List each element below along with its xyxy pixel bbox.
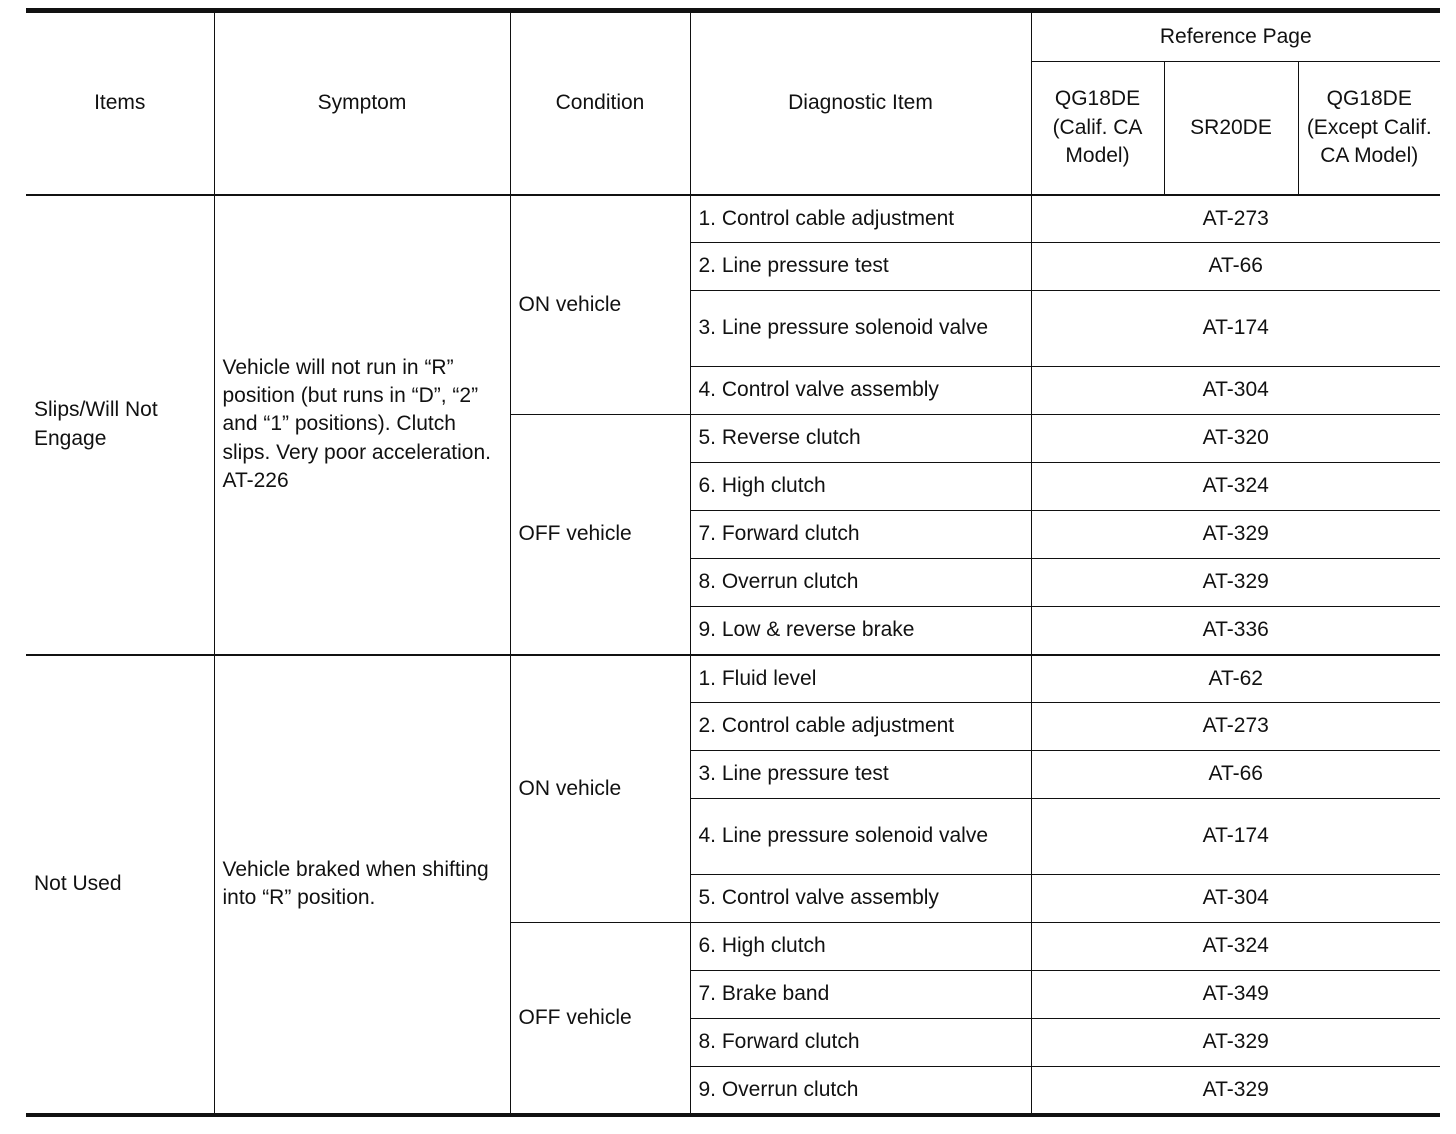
reference-page-cell: AT-174 [1031, 799, 1440, 875]
reference-page-cell: AT-329 [1031, 1019, 1440, 1067]
reference-page-cell: AT-62 [1031, 655, 1440, 703]
diagnostic-item-cell: 5. Reverse clutch [690, 415, 1031, 463]
items-cell: Not Used [26, 655, 214, 1115]
reference-page-cell: AT-329 [1031, 511, 1440, 559]
diagnostic-item-cell: 5. Control valve assembly [690, 875, 1031, 923]
condition-cell: OFF vehicle [510, 415, 690, 655]
diagnostic-item-cell: 1. Fluid level [690, 655, 1031, 703]
diagnostic-item-cell: 8. Forward clutch [690, 1019, 1031, 1067]
diagnostic-item-cell: 4. Line pressure solenoid valve [690, 799, 1031, 875]
condition-cell: OFF vehicle [510, 923, 690, 1115]
diagnostic-table [26, 8, 1440, 1117]
diagnostic-item-cell: 3. Line pressure solenoid valve [690, 291, 1031, 367]
table-body [26, 195, 1440, 1115]
diagnostic-item-cell: 7. Brake band [690, 971, 1031, 1019]
symptom-cell: Vehicle braked when shifting into “R” position. [214, 655, 510, 1115]
condition-cell: ON vehicle [510, 655, 690, 923]
diagnostic-item-cell: 3. Line pressure test [690, 751, 1031, 799]
diagnostic-item-cell: 6. High clutch [690, 463, 1031, 511]
header-items: Items [26, 11, 214, 195]
diagnostic-item-cell: 7. Forward clutch [690, 511, 1031, 559]
header-symptom: Symptom [214, 11, 510, 195]
reference-page-cell: AT-324 [1031, 923, 1440, 971]
diagnostic-item-cell: 6. High clutch [690, 923, 1031, 971]
header-reference-page: Reference Page [1031, 11, 1440, 62]
header-condition: Condition [510, 11, 690, 195]
table-row [26, 655, 1440, 703]
reference-page-cell: AT-273 [1031, 703, 1440, 751]
header-ref-sr20de: SR20DE [1164, 62, 1298, 195]
symptom-cell: Vehicle will not run in “R” position (but runs in “D”, “2” and “1” positions). Clutch slips. Very poor acceleration. AT-226 [214, 195, 510, 655]
diagnostic-item-cell: 2. Control cable adjustment [690, 703, 1031, 751]
diagnostic-item-cell: 9. Low & reverse brake [690, 607, 1031, 655]
diagnostic-item-cell: 2. Line pressure test [690, 243, 1031, 291]
reference-page-cell: AT-324 [1031, 463, 1440, 511]
reference-page-cell: AT-320 [1031, 415, 1440, 463]
header-diagnostic-item: Diagnostic Item [690, 11, 1031, 195]
table-row [26, 195, 1440, 243]
header-ref-qg18de-calif: QG18DE (Calif. CA Model) [1031, 62, 1164, 195]
reference-page-cell: AT-273 [1031, 195, 1440, 243]
diagnostic-item-cell: 4. Control valve assembly [690, 367, 1031, 415]
reference-page-cell: AT-304 [1031, 367, 1440, 415]
reference-page-cell: AT-174 [1031, 291, 1440, 367]
diagnostic-item-cell: 9. Overrun clutch [690, 1067, 1031, 1115]
condition-cell: ON vehicle [510, 195, 690, 415]
reference-page-cell: AT-66 [1031, 243, 1440, 291]
reference-page-cell: AT-329 [1031, 559, 1440, 607]
reference-page-cell: AT-349 [1031, 971, 1440, 1019]
header-ref-qg18de-except-calif: QG18DE (Except Calif. CA Model) [1298, 62, 1440, 195]
items-cell: Slips/Will Not Engage [26, 195, 214, 655]
reference-page-cell: AT-66 [1031, 751, 1440, 799]
reference-page-cell: AT-304 [1031, 875, 1440, 923]
reference-page-cell: AT-336 [1031, 607, 1440, 655]
diagnostic-item-cell: 8. Overrun clutch [690, 559, 1031, 607]
diagnostic-item-cell: 1. Control cable adjustment [690, 195, 1031, 243]
reference-page-cell: AT-329 [1031, 1067, 1440, 1115]
